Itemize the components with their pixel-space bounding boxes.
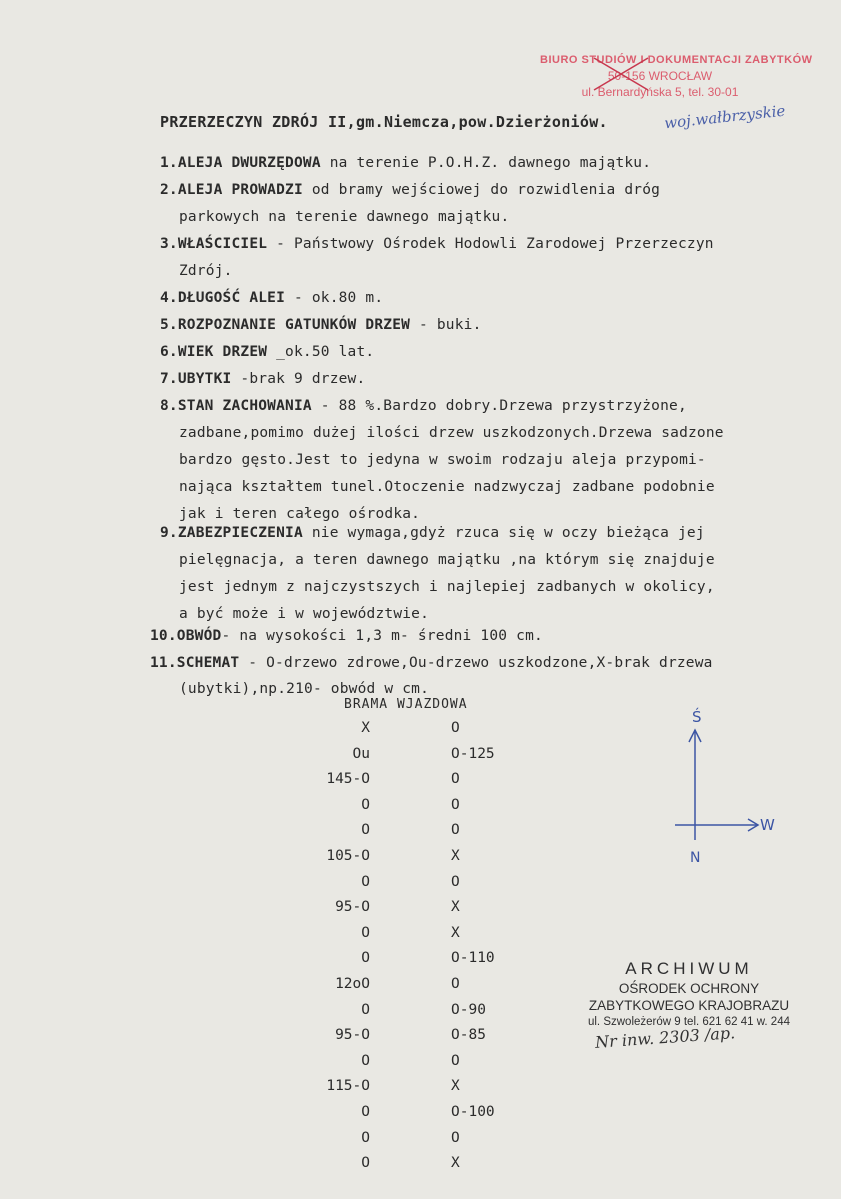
item-number: 4. [160,290,178,306]
item-heading: OBWÓD [176,628,222,644]
item-heading: SCHEMAT [176,655,240,671]
item-text: - buki. [410,317,482,333]
item-heading: ALEJA PROWADZI [177,182,303,198]
item-heading: STAN ZACHOWANIA [177,398,312,414]
schema-right-tree: O [451,720,460,736]
item-number: 3. [160,236,178,252]
document-title: PRZERZECZYN ZDRÓJ II,gm.Niemcza,pow.Dzierżoniów. [160,113,608,131]
schema-right-tree: O-110 [451,950,495,967]
schema-left-tree: 105-O [326,848,370,864]
schema-left-tree: 145-O [326,771,370,788]
stamp-cross-mark-icon [590,54,652,94]
schema-left-tree: 95-O [335,1027,370,1044]
schema-left-tree: O [361,796,370,813]
item-text: - 88 %.Bardzo dobry.Drzewa przystrzyżone, [311,398,687,414]
item-line [160,371,365,387]
item-text: bardzo gęsto.Jest to jedyna w swoim rodzaju aleja przypomi- [179,452,706,468]
schema-left-tree: O [361,950,370,967]
schema-right-tree: O [451,1052,460,1069]
item-text: jest jednym z najczystszych i najlepiej zadbanych w okolicy, [179,579,715,595]
item-line [160,155,651,171]
archive-stamp-line-4: ul. Szwoleżerów 9 tel. 621 62 41 w. 244 [587,1016,790,1028]
item-heading: UBYTKI [177,371,232,387]
schema-left-tree: O [361,1104,370,1120]
item-number: 10. [150,628,177,644]
item-text: od bramy wejściowej do rozwidlenia dróg [302,182,661,198]
item-heading: ZABEZPIECZENIA [177,525,303,541]
item-number: 6. [160,344,178,360]
item-line [179,452,706,468]
item-text: - ok.80 m. [285,290,384,306]
item-line [150,628,543,644]
item-line [160,182,660,198]
item-line [160,525,705,541]
item-line [179,506,420,522]
item-text: a być może i w województwie. [179,606,430,622]
item-number: 1. [160,155,178,171]
item-text: zadbane,pomimo dużej ilości drzew uszkodzonych.Drzewa sadzone [179,425,724,441]
item-heading: ALEJA DWURZĘDOWA [177,155,321,171]
schema-left-tree: 115-O [326,1078,370,1095]
item-line [179,425,724,441]
item-text: parkowych na terenie dawnego majątku. [179,209,510,225]
schema-right-tree: O [451,771,460,788]
item-text: (ubytki),np.210- obwód w cm. [179,681,430,697]
office-stamp [540,52,813,100]
schema-left-tree: Ou [352,745,370,762]
item-text: na terenie P.O.H.Z. dawnego majątku. [320,155,652,171]
item-line [179,552,715,568]
schema-left-tree: O [361,1001,370,1018]
item-line [179,209,509,225]
archive-stamp-line-1: ARCHIWUM [625,959,753,978]
archive-stamp [584,958,794,1031]
item-text: - Państwowy Ośrodek Hodowli Zarodowej Przerzeczyn [267,236,714,252]
item-number: 8. [160,398,178,414]
item-line [160,398,687,414]
item-text: nie wymaga,gdyż rzuca się w oczy bieżąca jej [302,525,705,541]
item-line [160,317,482,333]
schema-left-tree: O [361,873,370,890]
item-line [150,655,713,671]
schema-left-tree: O [361,822,370,839]
compass-north-label: Ś [692,708,702,726]
schema-right-tree: X [451,1155,460,1172]
item-line [179,479,715,495]
compass-south-label: N [690,850,701,866]
item-line [179,579,715,595]
archive-stamp-line-3: ZABYTKOWEGO KRAJOBRAZU [588,998,790,1013]
inventory-number: Nr inw. 2303 /ap. [594,1023,736,1052]
schema-gate-label: BRAMA WJAZDOWA [344,697,468,712]
schema-right-tree: X [451,899,460,916]
schema-left-tree: O [361,924,370,941]
schema-right-tree: O-100 [451,1104,495,1120]
item-line [179,263,233,279]
item-text: _ok.50 lat. [267,344,375,360]
schema-right-tree: O [451,1129,460,1146]
schema-left-tree: X [361,720,370,736]
item-number: 7. [160,371,178,387]
item-number: 5. [160,317,178,333]
item-heading: ROZPOZNANIE GATUNKÓW DRZEW [177,317,411,333]
schema-right-tree: O [451,796,460,813]
item-text: - O-drzewo zdrowe,Ou-drzewo uszkodzone,X-brak drzewa [239,655,713,671]
item-line [160,344,374,360]
stamp-line-2: 50-156 WROCŁAW [607,69,713,83]
item-text: jak i teren całego ośrodka. [179,506,421,522]
item-number: 9. [160,525,178,541]
stamp-line-3: ul. Bernardyńska 5, tel. 30-01 [581,85,739,99]
schema-left-tree: O [361,1129,370,1146]
schema-left-tree: O [361,1052,370,1069]
schema-right-tree: O [451,976,460,992]
item-text: nająca kształtem tunel.Otoczenie nadzwyczaj zadbane podobnie [179,479,715,495]
item-heading: DŁUGOŚĆ ALEI [177,290,286,306]
compass-arrows-icon [670,700,780,870]
item-number: 11. [150,655,177,671]
item-line [160,290,383,306]
item-heading: WIEK DRZEW [177,344,268,360]
schema-right-tree: X [451,1078,460,1095]
schema-left-tree: 95-O [335,899,370,916]
schema-right-tree: O-85 [451,1027,486,1044]
item-number: 2. [160,182,178,198]
schema-left-tree: O [361,1155,370,1172]
item-text: -brak 9 drzew. [231,371,366,387]
schema-right-tree: O-125 [451,745,495,762]
item-heading: WŁAŚCICIEL [177,236,268,252]
archive-stamp-line-2: OŚRODEK OCHRONY [618,981,760,996]
item-line [179,606,429,622]
item-text: - na wysokości 1,3 m- średni 100 cm. [221,628,543,644]
schema-left-tree: 12oO [335,976,370,992]
stamp-line-1: BIURO STUDIÓW I DOKUMENTACJI ZABYTKÓW [540,54,813,66]
schema-right-tree: X [451,848,460,864]
item-line [179,681,429,697]
schema-right-tree: O [451,873,460,890]
item-text: pielęgnacja, a teren dawnego majątku ,na którym się znajduje [179,552,715,568]
item-line [160,236,714,252]
compass-east-label: W [760,816,775,834]
handwritten-voivodeship-note: woj.wałbrzyskie [663,101,787,133]
schema-right-tree: O [451,822,460,839]
schema-right-tree: X [451,924,460,941]
compass [670,700,780,870]
item-text: Zdrój. [179,263,233,279]
schema-right-tree: O-90 [451,1001,486,1018]
